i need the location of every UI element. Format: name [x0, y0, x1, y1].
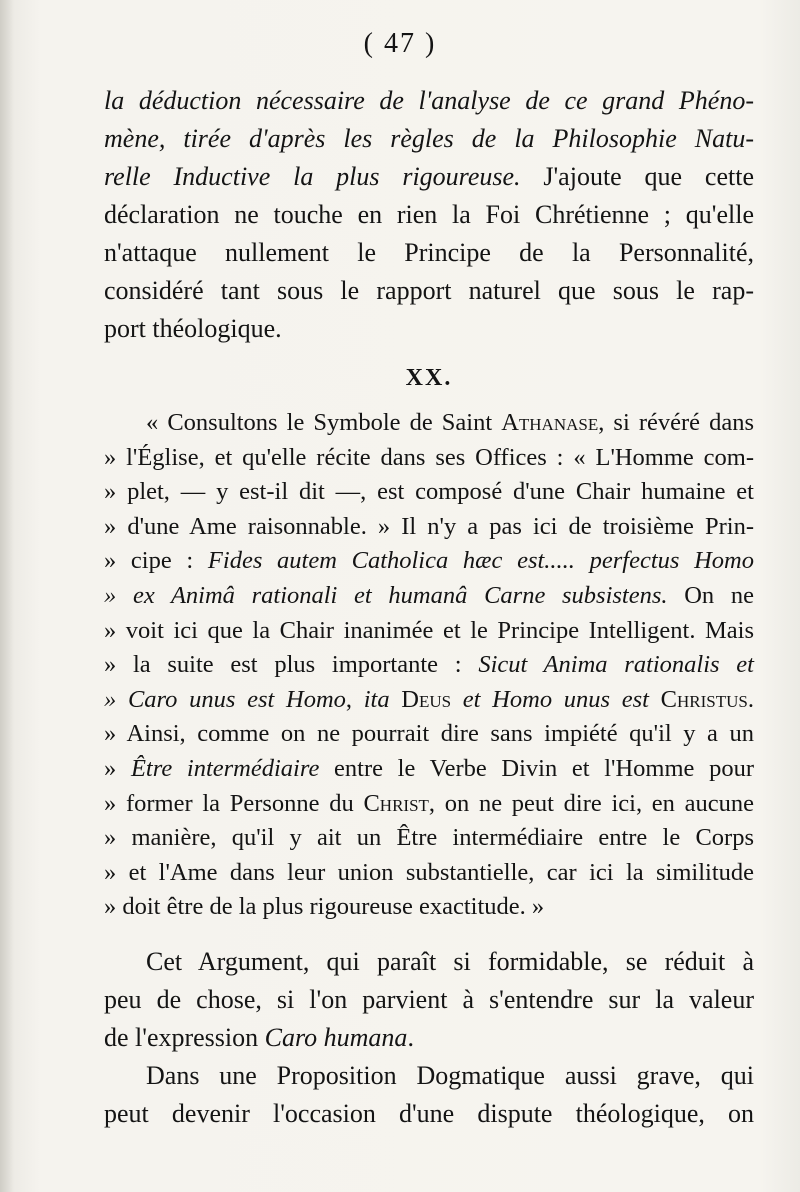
quote-line: » voit ici que la Chair inanimée et le Principe Intelligent. Mais: [104, 616, 754, 644]
quote-line: [104, 406, 754, 441]
small-caps-run: Christ: [363, 789, 429, 817]
quote-line: » d'une Ame raisonnable. » Il n'y a pas ici de troisième Prin-: [104, 512, 754, 540]
paragraph-1: [104, 82, 754, 348]
text-line: [104, 1019, 754, 1057]
small-caps-run: Deus: [401, 685, 452, 713]
text-line: peut devenir l'occasion d'une dispute théologique, on: [104, 1098, 754, 1128]
text-run: entre le Verbe Divin et l'Homme pour: [319, 754, 754, 782]
page-number: ( 47 ): [363, 28, 437, 59]
italic-run: et Homo unus est: [451, 685, 661, 713]
page-gutter-shadow: [0, 0, 14, 1192]
text-line: n'attaque nullement le Principe de la Personnalité,: [104, 238, 754, 267]
quote-line: [104, 787, 754, 822]
paragraph-gap: [104, 925, 754, 943]
quote-line: » l'Église, et qu'elle récite dans ses Offices : « L'Homme com-: [104, 443, 754, 471]
italic-run: » ex Animâ rationali et humanâ Carne subsistens.: [104, 581, 668, 609]
text-run: On ne: [667, 581, 754, 609]
text-run: » la suite est plus importante :: [104, 651, 479, 679]
quote-line: » et l'Ame dans leur union substantielle, car ici la similitude: [104, 858, 754, 886]
text-run: de l'expression: [104, 1022, 265, 1052]
text-run: .: [407, 1022, 414, 1052]
quote-line: [104, 648, 754, 683]
text-run: « Consultons le Symbole de Saint: [146, 409, 502, 436]
quote-line: » plet, — y est-il dit —, est composé d'une Chair humaine et: [104, 478, 754, 506]
italic-run: Sicut Anima rationalis et: [478, 651, 754, 679]
small-caps-run: Athanase: [501, 409, 599, 436]
quote-line: [104, 683, 754, 718]
quote-line: » Ainsi, comme on ne pourrait dire sans impiété qu'il y a un: [104, 720, 754, 748]
quote-line: [104, 752, 754, 787]
text-run: , si révéré dans: [598, 409, 754, 436]
quote-line: » manière, qu'il y ait un Être intermédiaire entre le Corps: [104, 824, 754, 852]
italic-run: ita: [363, 685, 402, 713]
text-line: déclaration ne touche en rien la Foi Chrétienne ; qu'elle: [104, 200, 754, 229]
section-heading: XX.: [405, 365, 453, 391]
text-run: ,: [345, 685, 364, 713]
text-line: mène, tirée d'après les règles de la Philosophie Natu-: [104, 124, 754, 153]
paragraph-3: [104, 1057, 754, 1133]
italic-run: Être intermédiaire: [130, 754, 320, 782]
text-line: considéré tant sous le rapport naturel que sous le rap-: [104, 276, 754, 305]
text-run: »: [104, 754, 131, 782]
text-line: peu de chose, si l'on parvient à s'entendre sur la valeur: [104, 984, 754, 1014]
quotation-block: [104, 406, 754, 925]
text-run: , on ne peut dire ici, en aucune: [428, 789, 755, 817]
text-line: port théologique.: [104, 314, 282, 343]
text-run: .: [747, 685, 754, 713]
text-run: » cipe :: [104, 547, 208, 575]
italic-run: relle Inductive la plus rigoureuse.: [104, 162, 521, 191]
text-run: » former la Personne du: [104, 789, 364, 817]
quote-line: [104, 579, 754, 614]
quote-line: [104, 544, 754, 579]
page-text: [104, 82, 754, 1133]
italic-run: » Caro unus est Homo: [104, 685, 346, 713]
paragraph-2: [104, 943, 754, 1057]
small-caps-run: Christus: [660, 685, 748, 713]
text-line: la déduction nécessaire de l'analyse de ce grand Phéno-: [104, 86, 754, 115]
quote-line: » doit être de la plus rigoureuse exactitude. »: [104, 893, 545, 921]
text-run: J'ajoute que cette: [520, 162, 754, 191]
italic-run: Caro humana: [264, 1022, 408, 1052]
text-line: [104, 158, 754, 196]
text-line: Dans une Proposition Dogmatique aussi grave, qui: [146, 1060, 754, 1090]
text-line: Cet Argument, qui paraît si formidable, se réduit à: [146, 946, 754, 976]
italic-run: Fides autem Catholica hæc est..... perfectus Homo: [207, 547, 754, 575]
